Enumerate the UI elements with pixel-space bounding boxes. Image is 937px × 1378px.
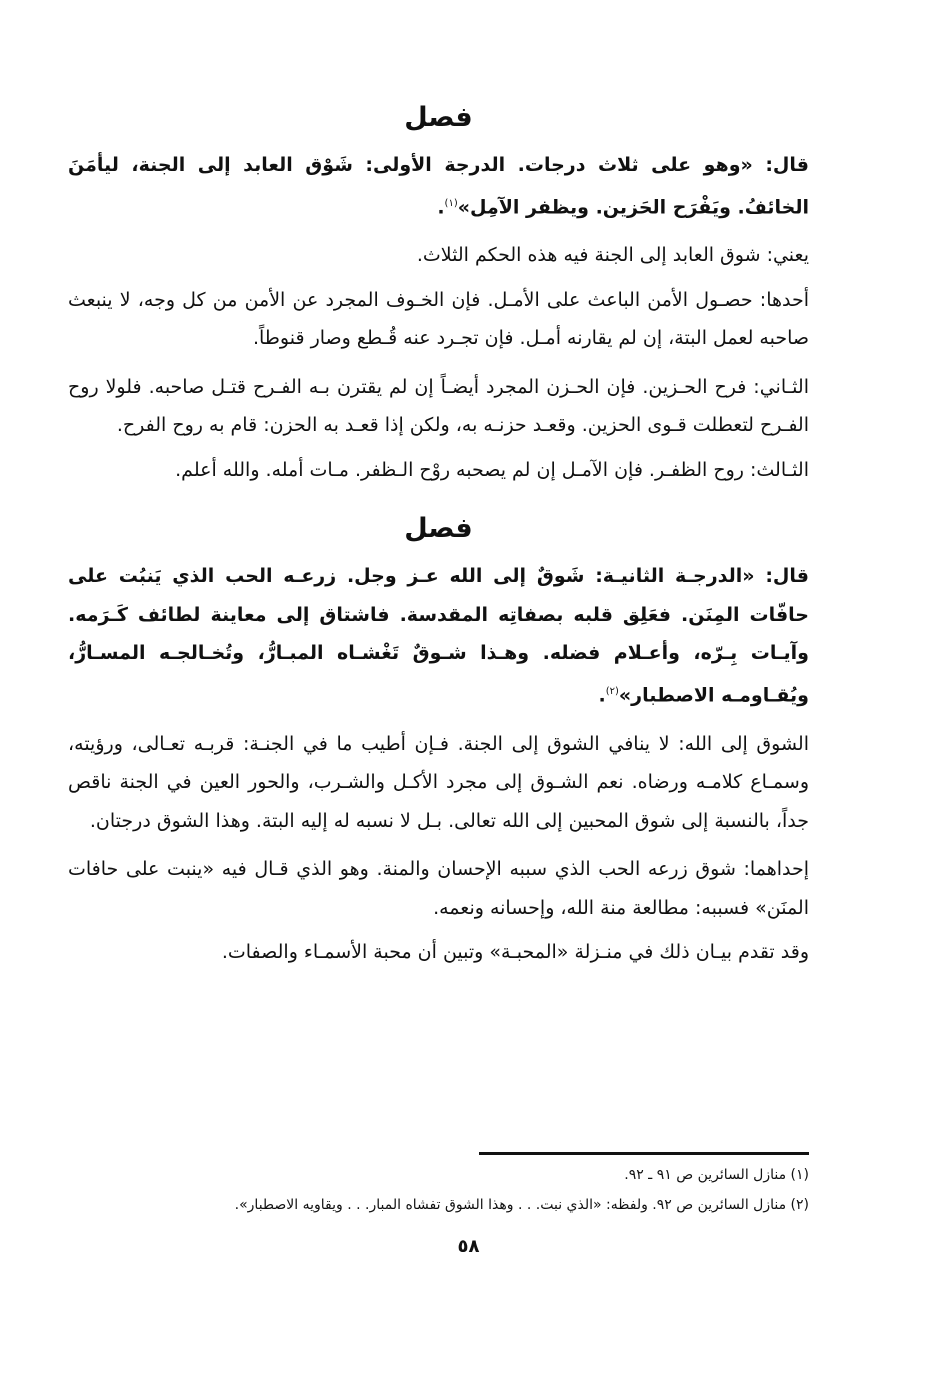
footnote-1: (١) منازل السائرين ص ٩١ ـ ٩٢. (624, 1167, 809, 1183)
footnote-divider (479, 1152, 809, 1155)
section1-quote-end: . (437, 195, 445, 218)
section1-paragraph-2: أحدها: حصـول الأمن الباعث على الأمـل. فإن الخـوف المجرد عن الأمن من كل وجه، لا ينبعث صاحبه لعمل البتة، إن لم يقارنه أمـل. فإن تجـرد عنه قُـطع وصار قنوطاً. (68, 288, 809, 350)
section-heading-1: فصل (404, 102, 473, 133)
section1-paragraph-4: الثـالث: روح الظفـر. فإن الآمـل إن لم يصحبه روْح الـظفر. مـات أمله. والله أعلم. (175, 458, 809, 481)
footnote-ref-2[interactable]: (٢) (605, 685, 619, 697)
page-number: ٥٨ (457, 1236, 480, 1257)
section2-paragraph-1: الشوق إلى الله: لا ينافي الشوق إلى الجنة. فـإن أطيب ما في الجنـة: قربـه تعـالى، ورؤيته، وسمـاع كلامـه ورضاه. نعم الشـوق إلى مجرد الأكـل والشـرب، والحور العين في الجنة ناقص جداً، بالنسبة إلى شوق المحبين إلى الله تعالى. بـل لا نسبه له إليه البتة. وهذا الشوق درجتان. (68, 732, 809, 832)
footnote-ref-1[interactable]: (١) (444, 197, 458, 209)
section2-quote-end: . (598, 684, 606, 707)
section1-paragraph-3: الثـاني: فرح الحـزين. فإن الحـزن المجرد أيضـاً إن لم يقترن بـه الفـرح قتـل صاحبه. فلولا روح الفـرح لتعطلت قـوى الحزين. وقعـد حزنـه به، ولكن إذا قعـد به الحزن: قام به روح الفرح. (68, 375, 809, 437)
section1-paragraph-1: يعني: شوق العابد إلى الجنة فيه هذه الحكم الثلاث. (416, 244, 809, 267)
footnotes (90, 1160, 809, 1220)
footnote-2: (٢) منازل السائرين ص ٩٢. ولفظه: «الذي نبت. . . وهذا الشوق تفشاه المبار. . . ويقاويه الاصطبار». (234, 1197, 809, 1213)
section2-quote-text: قال: «الدرجـة الثانيـة: شَوقٌ إلى الله عـز وجل. زرعـه الحب الذي يَنبُت على حافّات المِنَن. فعَلِق قلبه بصفاتِه المقدسة. فاشتاق إلى معاينة لطائف كَـرَمه. وآيـات بِـرّه، وأعـلام فضله. وهـذا شـوقٌ تَغْشـاه المبـارُّ، وتُخـالجـه المسـارُّ، ويُقـاومـه الاصطبار» (68, 565, 809, 707)
section1-quote (68, 146, 809, 226)
section1-quote-text: قال: «وهو على ثلاث درجات. الدرجة الأولى: شَوْق العابد إلى الجنة، ليأمَنَ الخائفُ. ويَفْرَح الحَزين. ويظفر الآمِل» (68, 154, 809, 218)
section2-paragraph-2: إحداهما: شوق زرعه الحب الذي سببه الإحسان والمنة. وهو الذي قـال فيه «ينبت على حافات المنَن» فسببه: مطالعة منة الله، وإحسانه ونعمه. (68, 858, 809, 919)
section2-quote (68, 557, 809, 714)
section-heading-2: فصل (404, 513, 473, 545)
section2-paragraph-3: وقد تقدم بيـان ذلك في منـزلة «المحبـة» وتبين أن محبة الأسمـاء والصفات. (221, 941, 809, 964)
main-text (68, 96, 809, 978)
